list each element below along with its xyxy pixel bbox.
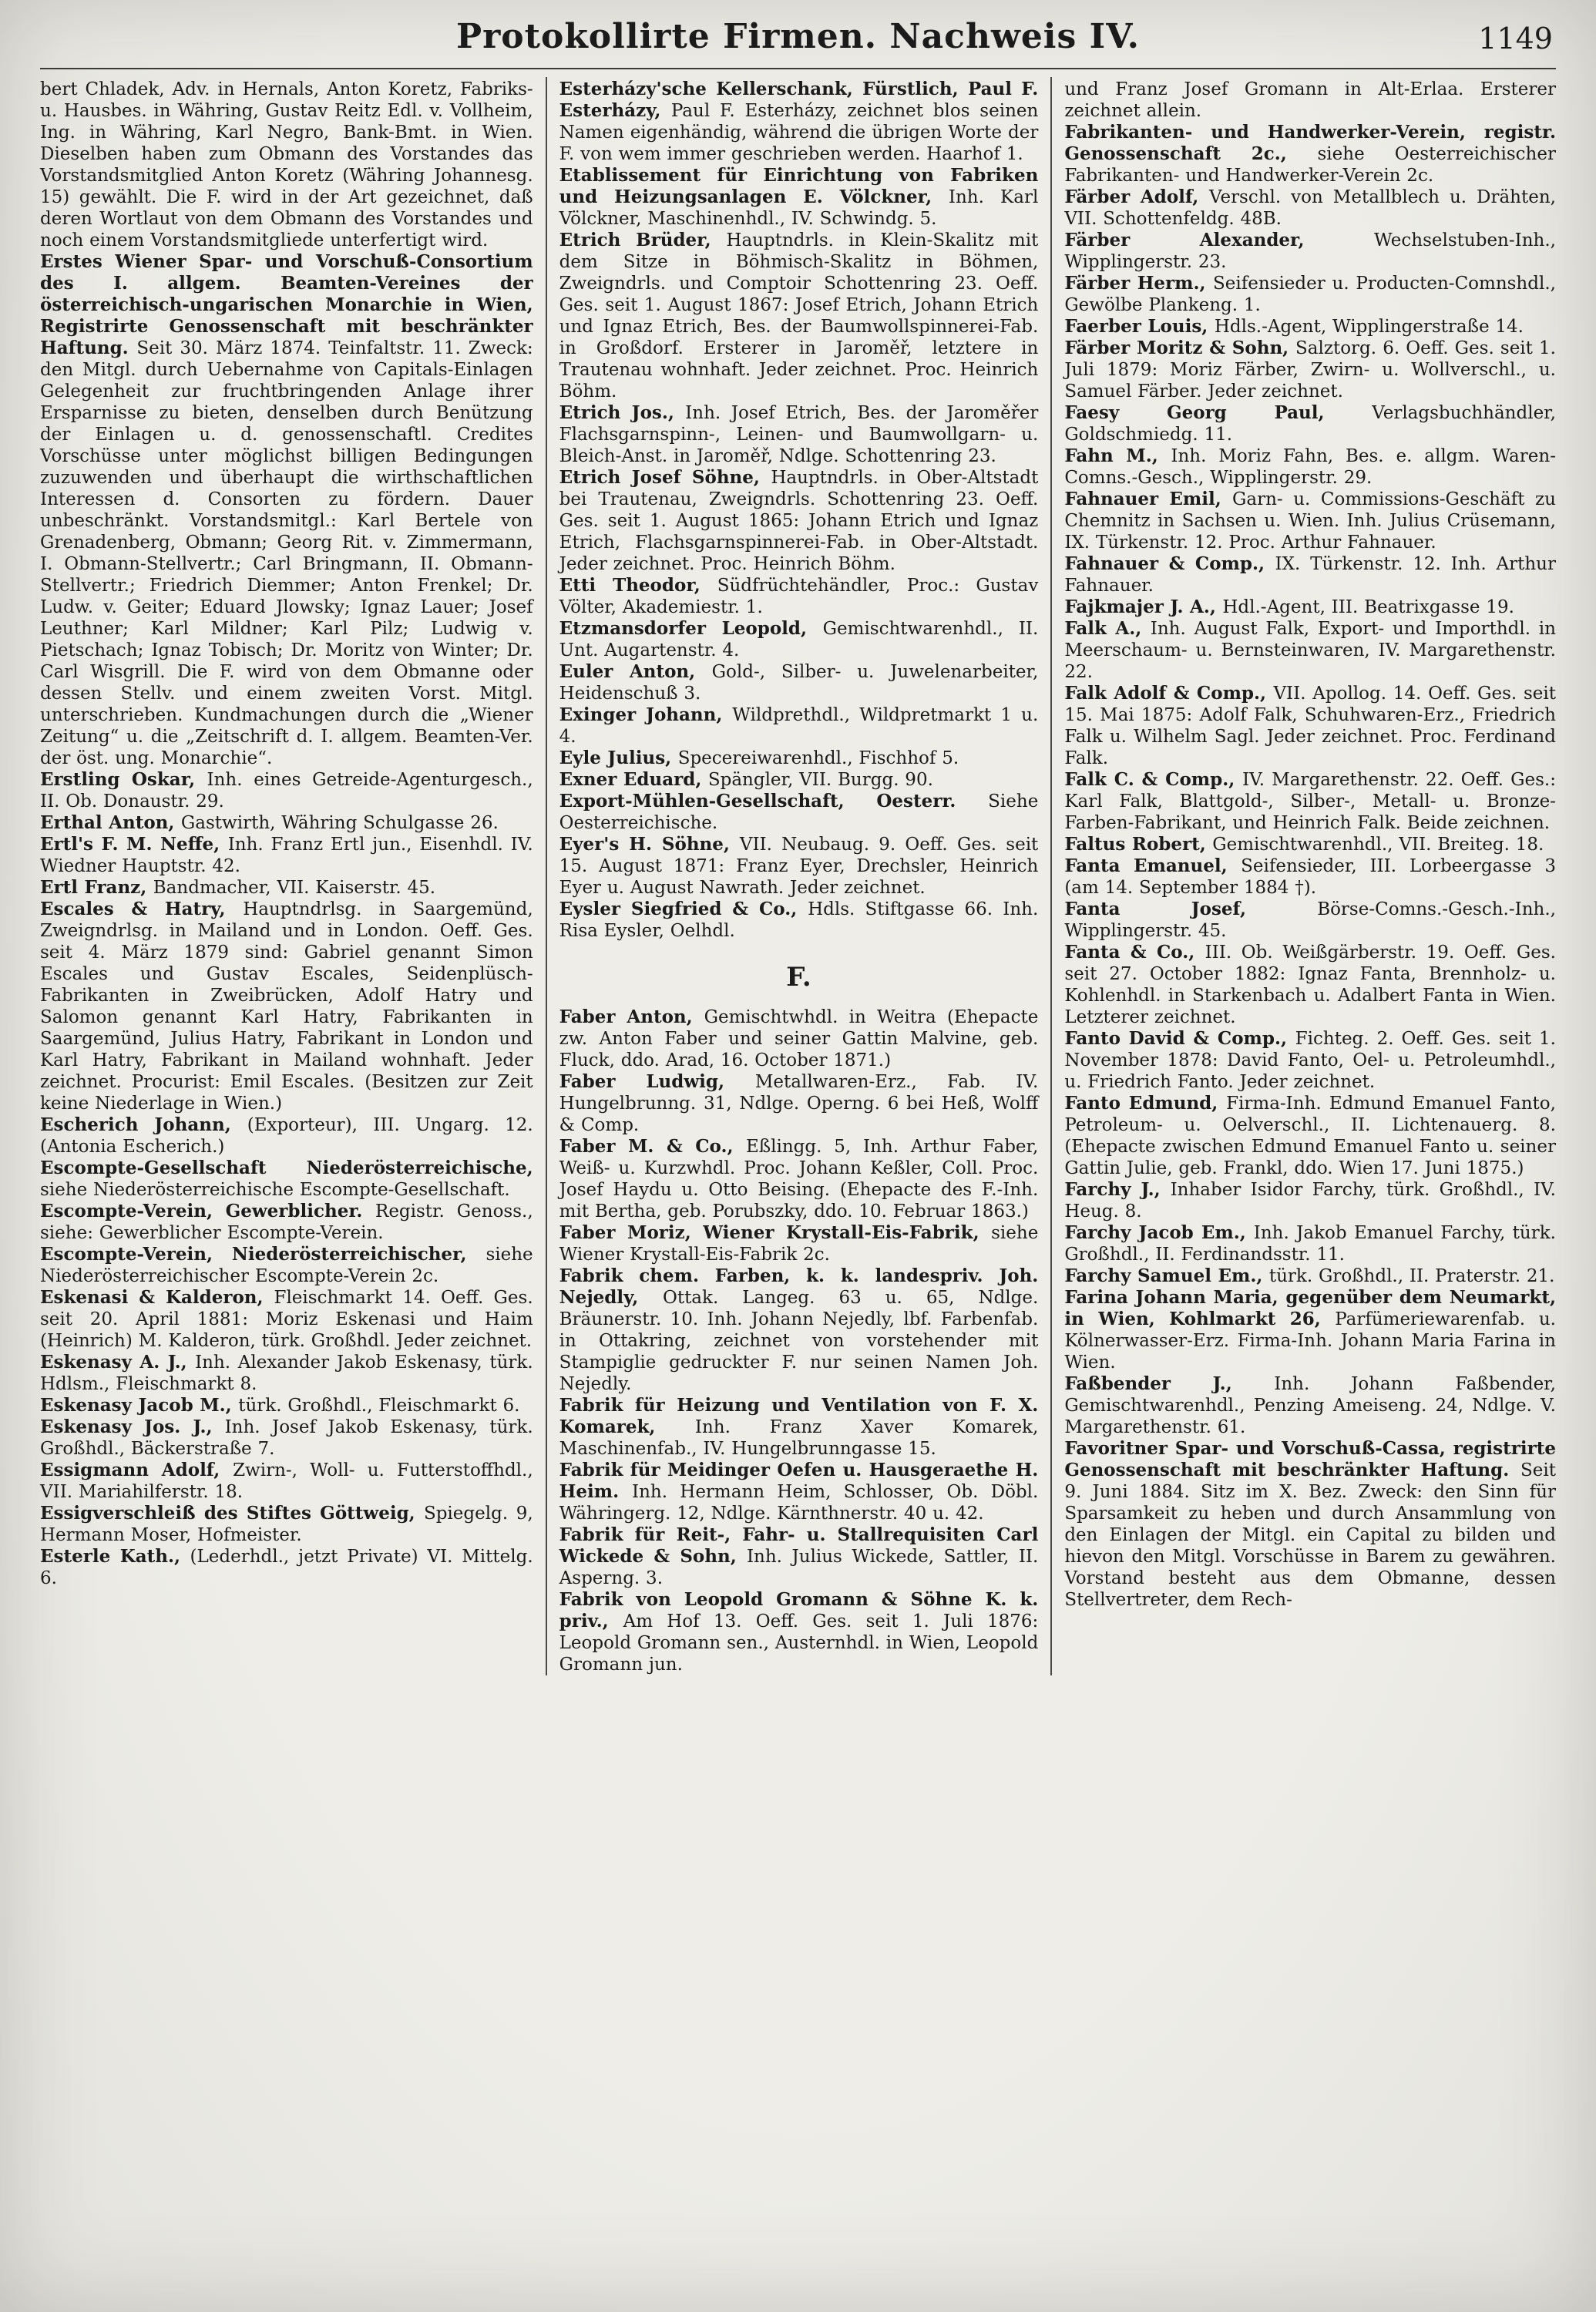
text-columns [40,77,1556,1675]
firm-name: Fabrik von Leopold Gromann & Söhne K. k. priv., [559,1589,1039,1632]
firm-name: Favoritner Spar- und Vorschuß-Cassa, registrirte Genossenschaft mit beschränkter Haftung. [1064,1438,1556,1480]
firm-name: Färber Adolf, [1064,187,1209,207]
directory-entry: Falk Adolf & Comp., VII. Apollog. 14. Oeff. Ges. seit 15. Mai 1875: Adolf Falk, Schuhwaren-Erz., Friedrich Falk u. Wilhelm Sagl. Jeder zeichnet. Proc. Ferdinand Falk. [1064,683,1556,768]
firm-name: Etrich Brüder, [559,230,727,250]
firm-name: Fahn M., [1064,445,1171,466]
page-header [40,17,1556,65]
column-3 [1050,77,1556,1675]
directory-entry: Farchy Samuel Em., türk. Großhdl., II. Praterstr. 21. [1064,1265,1555,1286]
firm-name: Eskenasy Jos. J., [40,1416,225,1437]
firm-name: Faerber Louis, [1064,316,1215,337]
firm-name: Färber Herm., [1064,273,1213,294]
firm-name: Etrich Josef Söhne, [559,467,771,488]
directory-entry: Eskenasy Jacob M., türk. Großhdl., Fleischmarkt 6. [40,1395,520,1416]
firm-name: Fanta & Co., [1064,942,1205,963]
directory-entry: Etrich Jos., Inh. Josef Etrich, Bes. der Jaroměřer Flachsgarnspinn-, Leinen- und Baumwollgarn- u. Bleich-Anst. in Jaroměř, Ndlge. Schottenring 23. [559,402,1039,466]
column-2 [546,77,1051,1675]
firm-name: Faltus Robert, [1064,834,1213,855]
directory-entry: Exner Eduard, Spängler, VII. Burgg. 90. [559,769,933,790]
directory-entry: Eskenasy A. J., Inh. Alexander Jakob Eskenasy, türk. Hdlsm., Fleischmarkt 8. [40,1352,533,1394]
directory-entry: Eskenasi & Kalderon, Fleischmarkt 14. Oeff. Ges. seit 20. April 1881: Moriz Eskenasi und Haim (Heinrich) M. Kalderon, türk. Großhdl. Jeder zeichnet. [40,1287,533,1351]
directory-entry: Faber Ludwig, Metallwaren-Erz., Fab. IV. Hungelbrunng. 31, Ndlge. Operng. 6 bei Heß, Wolff & Comp. [559,1071,1039,1135]
page-title: Protokollirte Firmen. Nachweis IV. [456,17,1140,56]
directory-entry: Färber Alexander, Wechselstuben-Inh., Wipplingerstr. 23. [1064,230,1556,272]
continuation-text: bert Chladek, Adv. in Hernals, Anton Koretz, Fabriks- u. Hausbes. in Währing, Gustav Reitz Edl. v. Vollheim, Ing. in Währing, Karl Negro, Bank-Bmt. in Wien. Dieselben haben zum Obmann des Vorstandes das Vorstandsmitglied Anton Koretz (Währing Johannesg. 15) gewählt. Die F. wird in der Art gezeichnet, daß deren Wortlaut von dem Obmann des Vorstandes und noch einem Vorstandsmitgliede unterfertigt wird. [40,79,533,250]
firm-name: Fabrikanten- und Handwerker-Verein, registr. Genossenschaft 2c., [1064,122,1556,164]
firm-name: Fajkmajer J. A., [1064,596,1223,617]
firm-name: Etti Theodor, [559,575,717,596]
directory-entry: Etrich Brüder, Hauptndrls. in Klein-Skalitz mit dem Sitze in Böhmisch-Skalitz in Böhmen, Zweigndrls. und Comptoir Schottenring 23. Oeff. Ges. seit 1. August 1867: Josef Etrich, Johann Etrich und Ignaz Etrich, Bes. der Baumwollspinnerei-Fab. in Großdorf. Ersterer in Jaroměř, letztere in Trautenau wohnhaft. Jeder zeichnet. Proc. Heinrich Böhm. [559,230,1039,402]
firm-name: Eskenasy A. J., [40,1352,196,1373]
directory-entry: Escherich Johann, (Exporteur), III. Ungarg. 12. (Antonia Escherich.) [40,1114,533,1157]
firm-name: Fabrik chem. Farben, k. k. landespriv. Joh. Nejedly, [559,1265,1039,1308]
firm-name: Escherich Johann, [40,1114,247,1135]
firm-name: Esterle Kath., [40,1546,190,1567]
directory-entry: Eyer's H. Söhne, VII. Neubaug. 9. Oeff. Ges. seit 15. August 1871: Franz Eyer, Drechsler, Heinrich Eyer u. August Nawrath. Jeder zeichnet. [559,834,1039,898]
directory-entry: Fabrik von Leopold Gromann & Söhne K. k. priv., Am Hof 13. Oeff. Ges. seit 1. Juli 1876: Leopold Gromann sen., Austernhdl. in Wien, Leopold Gromann jun. [559,1589,1039,1675]
firm-name: Falk A., [1064,618,1151,639]
directory-entry: Fahnauer Emil, Garn- u. Commissions-Geschäft zu Chemnitz in Sachsen u. Wien. Inh. Julius Crüsemann, IX. Türkenstr. 12. Proc. Arthur Fahnauer. [1064,489,1556,553]
directory-entry: Fabrik für Meidinger Oefen u. Hausgeraethe H. Heim. Inh. Hermann Heim, Schlosser, Ob. Döbl. Währingerg. 12, Ndlge. Kärnthnerstr. 40 u. 42. [559,1460,1039,1524]
firm-name: Ertl Franz, [40,877,153,898]
directory-entry: Faltus Robert, Gemischtwarenhdl., VII. Breiteg. 18. [1064,834,1544,855]
column-1 [40,77,546,1675]
firm-name: Farchy J., [1064,1179,1171,1200]
firm-name: Farina Johann Maria, gegenüber dem Neumarkt, in Wien, Kohlmarkt 26, [1064,1287,1556,1329]
firm-name: Exinger Johann, [559,704,733,725]
firm-name: Faber Ludwig, [559,1071,755,1092]
directory-entry: Färber Adolf, Verschl. von Metallblech u. Drähten, VII. Schottenfeldg. 48B. [1064,187,1556,229]
directory-entry: Escompte-Gesellschaft Niederösterreichische, siehe Niederösterreichische Escompte-Gesellschaft. [40,1158,533,1200]
firm-name: Eskenasy Jacob M., [40,1395,239,1416]
firm-name: Eyer's H. Söhne, [559,834,740,855]
firm-name: Fahnauer Emil, [1064,489,1232,509]
directory-entry: Eyle Julius, Specereiwarenhdl., Fischhof 5. [559,748,959,768]
firm-name: Fanto David & Comp., [1064,1028,1295,1049]
directory-entry: Fanta Emanuel, Seifensieder, III. Lorbeergasse 3 (am 14. September 1884 †). [1064,855,1556,898]
firm-name: Euler Anton, [559,661,712,682]
directory-entry: Fabrik chem. Farben, k. k. landespriv. Joh. Nejedly, Ottak. Langeg. 63 u. 65, Ndlge. Bräunerstr. 10. Inh. Johann Nejedly, lbf. Farbenfab. in Ottakring, zeichnet von vorstehender mit Stampiglie gedruckter F. nur seinen Namen Joh. Nejedly. [559,1265,1039,1394]
directory-entry: Eysler Siegfried & Co., Hdls. Stiftgasse 66. Inh. Risa Eysler, Oelhdl. [559,899,1039,941]
firm-name: Escompte-Gesellschaft Niederösterreichische, [40,1158,533,1178]
firm-name: Escompte-Verein, Gewerblicher. [40,1201,375,1222]
firm-name: Faber Anton, [559,1006,704,1027]
header-rule [40,68,1556,69]
firm-name: Essigmann Adolf, [40,1460,234,1480]
firm-name: Etrich Jos., [559,402,686,423]
firm-name: Erstes Wiener Spar- und Vorschuß-Consortium des I. allgem. Beamten-Vereines der österreichisch-ungarischen Monarchie in Wien, Registrirte Genossenschaft mit beschränkter Haftung. [40,251,533,358]
firm-name: Etablissement für Einrichtung von Fabriken und Heizungsanlagen E. Völckner, [559,165,1039,207]
directory-entry: Esterházy'sche Kellerschank, Fürstlich, Paul F. Esterházy, Paul F. Esterházy, zeichnet blos seinen Namen eigenhändig, während die übrigen Worte der F. von wem immer geschrieben werden. Haarhof 1. [559,79,1039,164]
section-letter-heading: F. [786,962,811,993]
directory-entry: Fahn M., Inh. Moriz Fahn, Bes. e. allgm. Waren-Comns.-Gesch., Wipplingerstr. 29. [1064,445,1556,488]
directory-entry: Erstling Oskar, Inh. eines Getreide-Agenturgesch., II. Ob. Donaustr. 29. [40,769,533,812]
directory-entry: Faber M. & Co., Eßlingg. 5, Inh. Arthur Faber, Weiß- u. Kurzwhdl. Proc. Johann Keßler, Coll. Proc. Josef Haydu u. Otto Beising. (Ehepacte des F.-Inh. mit Bertha, geb. Porubszky, ddo. 10. Februar 1863.) [559,1136,1039,1222]
directory-entry: Etti Theodor, Südfrüchtehändler, Proc.: Gustav Völter, Akademiestr. 1. [559,575,1039,617]
firm-name: Eysler Siegfried & Co., [559,899,808,919]
directory-entry: Fanto Edmund, Firma-Inh. Edmund Emanuel Fanto, Petroleum- u. Oelverschl., II. Lichtenauerg. 8. (Ehepacte zwischen Edmund Emanuel Fanto u. seiner Gattin Julie, geb. Frankl, ddo. Wien 17. Juni 1875.) [1064,1093,1556,1178]
firm-name: Farchy Jacob Em., [1064,1222,1254,1243]
directory-entry: Faber Moriz, Wiener Krystall-Eis-Fabrik, siehe Wiener Krystall-Eis-Fabrik 2c. [559,1222,1039,1265]
firm-name: Esterházy'sche Kellerschank, Fürstlich, Paul F. Esterházy, [559,79,1039,121]
firm-name: Faesy Georg Paul, [1064,402,1373,423]
directory-entry: Farchy J., Inhaber Isidor Farchy, türk. Großhdl., IV. Heug. 8. [1064,1179,1556,1222]
directory-entry: Essigverschleiß des Stiftes Göttweig, Spiegelg. 9, Hermann Moser, Hofmeister. [40,1503,533,1545]
directory-entry: Falk C. & Comp., IV. Margarethenstr. 22. Oeff. Ges.: Karl Falk, Blattgold-, Silber-, Metall- u. Bronze-Farben-Fabrikant, und Heinrich Falk. Beide zeichnen. [1064,769,1556,833]
directory-entry: Ertl Franz, Bandmacher, VII. Kaiserstr. 45. [40,877,436,898]
firm-name: Fabrik für Meidinger Oefen u. Hausgeraethe H. Heim. [559,1460,1039,1502]
firm-name: Fabrik für Reit-, Fahr- u. Stallrequisiten Carl Wickede & Sohn, [559,1524,1039,1567]
directory-entry: Fanta & Co., III. Ob. Weißgärberstr. 19. Oeff. Ges. seit 27. October 1882: Ignaz Fanta, Brennholz- u. Kohlenhdl. in Starkenbach u. Adalbert Fanta in Wien. Letzterer zeichnet. [1064,942,1556,1027]
directory-entry: Etrich Josef Söhne, Hauptndrls. in Ober-Altstadt bei Trautenau, Zweigndrls. Schottenring 23. Oeff. Ges. seit 1. August 1865: Johann Etrich und Ignaz Etrich, Flachsgarnspinnerei-Fab. in Ober-Altstadt. Jeder zeichnet. Proc. Heinrich Böhm. [559,467,1039,574]
firm-name: Etzmansdorfer Leopold, [559,618,823,639]
firm-name: Färber Alexander, [1064,230,1375,250]
firm-name: Exner Eduard, [559,769,708,790]
directory-entry: Färber Herm., Seifensieder u. Producten-Comnshdl., Gewölbe Plankeng. 1. [1064,273,1556,315]
firm-name: Faßbender J., [1064,1373,1275,1394]
firm-name: Fabrik für Heizung und Ventilation von F. X. Komarek, [559,1395,1039,1437]
page-number: 1149 [1478,22,1553,55]
directory-entry: Faerber Louis, Hdls.-Agent, Wipplingerstraße 14. [1064,316,1524,337]
firm-name: Falk Adolf & Comp., [1064,683,1274,704]
firm-name: Fanto Edmund, [1064,1093,1227,1114]
directory-entry: Färber Moritz & Sohn, Salztorg. 6. Oeff. Ges. seit 1. Juli 1879: Moriz Färber, Zwirn- u. Wollverschl., u. Samuel Färber. Jeder zeichnet. [1064,338,1556,402]
directory-entry: Etablissement für Einrichtung von Fabriken und Heizungsanlagen E. Völckner, Inh. Karl Völckner, Maschinenhdl., IV. Schwindg. 5. [559,165,1039,229]
directory-entry: Fabrik für Heizung und Ventilation von F. X. Komarek, Inh. Franz Xaver Komarek, Maschinenfab., IV. Hungelbrunngasse 15. [559,1395,1039,1459]
firm-name: Escompte-Verein, Niederösterreichischer, [40,1244,486,1265]
directory-entry: Escompte-Verein, Gewerblicher. Registr. Genoss., siehe: Gewerblicher Escompte-Verein. [40,1201,533,1243]
directory-entry: Erstes Wiener Spar- und Vorschuß-Consortium des I. allgem. Beamten-Vereines der österreichisch-ungarischen Monarchie in Wien, Registrirte Genossenschaft mit beschränkter Haftung. Seit 30. März 1874. Teinfaltstr. 11. Zweck: den Mitgl. durch Uebernahme von Capitals-Einlagen Gelegenheit zur fruchtbringenden Anlage ihrer Ersparnisse zu bieten, denselben durch Benützung der Einlagen u. d. genossenschaftl. Credites Vorschüsse unter möglichst billigen Bedingungen zuzuwenden und überhaupt die wirthschaftlichen Interessen d. Consorten zu fördern. Dauer unbeschränkt. Vorstandsmitgl.: Karl Bertele von Grenadenberg, Obmann; Georg Rit. v. Zimmermann, I. Obmann-Stellvertr.; Carl Bringmann, II. Obmann-Stellvertr.; Friedrich Diemmer; Anton Frenkel; Dr. Ludw. v. Geiter; Eduard Jlowsky; Ignaz Lauer; Josef Leuthner; Karl Mildner; Karl Pilz; Ludwig v. Pietschach; Ignaz Tobisch; Dr. Moritz von Winter; Dr. Carl Wisgrill. Die F. wird von dem Obmanne oder dessen Stellv. und einem zweiten Vorst. Mitgl. unterschrieben. Kundmachungen durch die „Wiener Zeitung“ u. die „Zeitschrift d. I. allgem. Beamten-Ver. der öst. ung. Monarchie“. [40,251,533,768]
directory-entry: Faßbender J., Inh. Johann Faßbender, Gemischtwarenhdl., Penzing Ameiseng. 24, Ndlge. V. Margarethenstr. 61. [1064,1373,1556,1437]
directory-entry: Euler Anton, Gold-, Silber- u. Juwelenarbeiter, Heidenschuß 3. [559,661,1039,704]
directory-entry: Falk A., Inh. August Falk, Export- und Importhdl. in Meerschaum- u. Bernsteinwaren, IV. Margarethenstr. 22. [1064,618,1556,682]
firm-name: Fanta Emanuel, [1064,855,1242,876]
firm-name: Eyle Julius, [559,748,678,768]
firm-name: Fanta Josef, [1064,899,1318,919]
directory-entry: Farina Johann Maria, gegenüber dem Neumarkt, in Wien, Kohlmarkt 26, Parfümeriewarenfab. u. Kölnerwasser-Erz. Firma-Inh. Johann Maria Farina in Wien. [1064,1287,1556,1373]
directory-entry: Fabrik für Reit-, Fahr- u. Stallrequisiten Carl Wickede & Sohn, Inh. Julius Wickede, Sattler, II. Asperng. 3. [559,1524,1039,1588]
directory-entry: Favoritner Spar- und Vorschuß-Cassa, registrirte Genossenschaft mit beschränkter Haftung. Seit 9. Juni 1884. Sitz im X. Bez. Zweck: den Sinn für Sparsamkeit zu heben und durch Ansammlung von den Einlagen der Mitgl. ein Capital zu bilden und hievon den Mitgl. Vorschüsse in Barem zu gewähren. Vorstand besteht aus dem Obmanne, dessen Stellvertreter, dem Rech- [1064,1438,1556,1610]
directory-entry: Fajkmajer J. A., Hdl.-Agent, III. Beatrixgasse 19. [1064,596,1514,617]
firm-name: Escales & Hatry, [40,899,244,919]
directory-entry: Essigmann Adolf, Zwirn-, Woll- u. Futterstoffhdl., VII. Mariahilferstr. 18. [40,1460,533,1502]
directory-entry: Fanto David & Comp., Fichteg. 2. Oeff. Ges. seit 1. November 1878: David Fanto, Oel- u. Petroleumhdl., u. Friedrich Fanto. Jeder zeichnet. [1064,1028,1556,1092]
firm-name: Farchy Samuel Em., [1064,1265,1269,1286]
directory-entry: Esterle Kath., (Lederhdl., jetzt Private) VI. Mittelg. 6. [40,1546,533,1588]
directory-entry: Farchy Jacob Em., Inh. Jakob Emanuel Farchy, türk. Großhdl., II. Ferdinandsstr. 11. [1064,1222,1556,1265]
directory-entry: Escales & Hatry, Hauptndrlsg. in Saargemünd, Zweigndrlsg. in Mailand und in London. Oeff. Ges. seit 4. März 1879 sind: Gabriel genannt Simon Escales und Gustav Escales, Seidenplüsch-Fabrikanten in Zweibrücken, Adolf Hatry und Salomon genannt Karl Hatry, Fabrikanten in Saargemünd, Julius Hatry, Fabrikant in London und Karl Hatry, Fabrikant in Mailand wohnhaft. Jeder zeichnet. Procurist: Emil Escales. (Besitzen zur Zeit keine Niederlage in Wien.) [40,899,533,1114]
directory-entry: Fabrikanten- und Handwerker-Verein, registr. Genossenschaft 2c., siehe Oesterreichischer Fabrikanten- und Handwerker-Verein 2c. [1064,122,1556,186]
directory-entry: Eskenasy Jos. J., Inh. Josef Jakob Eskenasy, türk. Großhdl., Bäckerstraße 7. [40,1416,533,1459]
directory-entry: Escompte-Verein, Niederösterreichischer, siehe Niederösterreichischer Escompte-Verein 2c. [40,1244,533,1286]
directory-entry: Fahnauer & Comp., IX. Türkenstr. 12. Inh. Arthur Fahnauer. [1064,553,1556,596]
firm-name: Erthal Anton, [40,812,181,833]
firm-name: Export-Mühlen-Gesellschaft, Oesterr. [559,791,989,812]
directory-entry: Erthal Anton, Gastwirth, Währing Schulgasse 26. [40,812,499,833]
firm-name: Fahnauer & Comp., [1064,553,1275,574]
firm-name: Erstling Oskar, [40,769,207,790]
firm-name: Essigverschleiß des Stiftes Göttweig, [40,1503,424,1524]
continuation-text: und Franz Josef Gromann in Alt-Erlaa. Ersterer zeichnet allein. [1064,79,1556,121]
directory-entry: Faesy Georg Paul, Verlagsbuchhändler, Goldschmiedg. 11. [1064,402,1556,445]
firm-name: Falk C. & Comp., [1064,769,1243,790]
directory-entry: Etzmansdorfer Leopold, Gemischtwarenhdl., II. Unt. Augartenstr. 4. [559,618,1039,660]
firm-name: Ertl's F. M. Neffe, [40,834,228,855]
directory-entry: Export-Mühlen-Gesellschaft, Oesterr. Siehe Oesterreichische. [559,791,1039,833]
firm-name: Färber Moritz & Sohn, [1064,338,1296,358]
directory-entry: Fanta Josef, Börse-Comns.-Gesch.-Inh., Wipplingerstr. 45. [1064,899,1556,941]
directory-entry: Exinger Johann, Wildprethdl., Wildpretmarkt 1 u. 4. [559,704,1039,747]
directory-entry: Faber Anton, Gemischtwhdl. in Weitra (Ehepacte zw. Anton Faber und seiner Gattin Malvine, geb. Fluck, ddo. Arad, 16. October 1871.) [559,1006,1039,1070]
directory-entry: Ertl's F. M. Neffe, Inh. Franz Ertl jun., Eisenhdl. IV. Wiedner Hauptstr. 42. [40,834,533,876]
firm-name: Faber Moriz, Wiener Krystall-Eis-Fabrik, [559,1222,992,1243]
firm-name: Faber M. & Co., [559,1136,746,1157]
firm-name: Eskenasi & Kalderon, [40,1287,274,1308]
